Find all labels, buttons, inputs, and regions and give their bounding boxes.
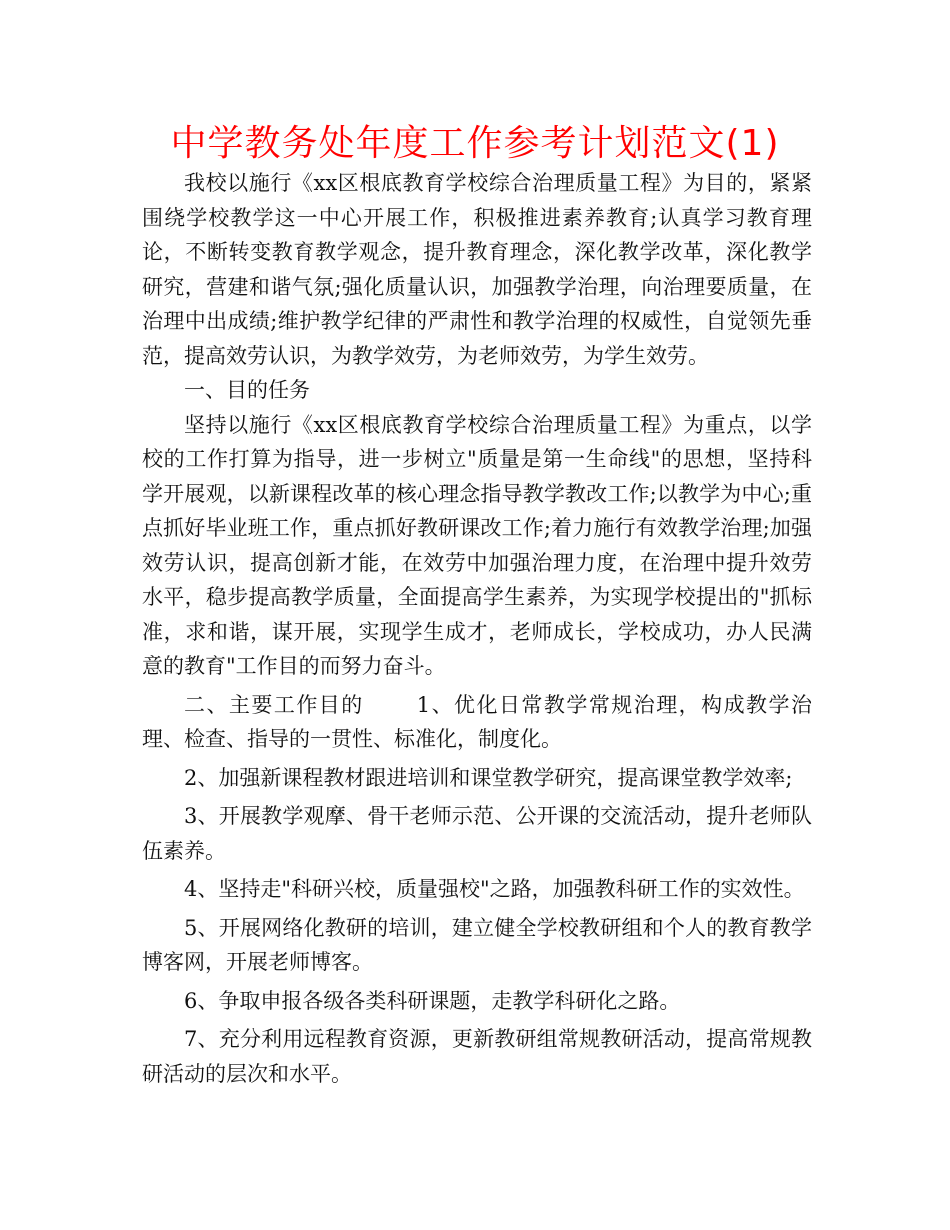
document-body [142, 166, 812, 1091]
list-item-5: 5、开展网络化教研的培训，建立健全学校教研组和个人的教育教学博客网，开展老师博客。 [142, 915, 812, 974]
paragraph-intro: 我校以施行《xx区根底教育学校综合治理质量工程》为目的，紧紧围绕学校教学这一中心开展工作，积极推进素养教育;认真学习教育理论，不断转变教育教学观念，提升教育理念，深化教学改革，深化教学研究，营建和谐气氛;强化质量认识，加强教学治理，向治理要质量，在治理中出成绩;维护教学纪律的严肃性和教学治理的权威性，自觉领先垂范，提高效劳认识，为教学效劳，为老师效劳，为学生效劳。 [142, 171, 812, 368]
document-title: 中学教务处年度工作参考计划范文(1) [170, 123, 780, 164]
list-item-2: 2、加强新课程教材跟进培训和课堂教学研究，提高课堂教学效率; [184, 765, 793, 790]
list-item-7: 7、充分利用远程教育资源，更新教研组常规教研活动，提高常规教研活动的层次和水平。 [142, 1027, 812, 1086]
paragraph-goals: 坚持以施行《xx区根底教育学校综合治理质量工程》为重点，以学校的工作打算为指导，进一步树立"质量是第一生命线"的思想，坚持科学开展观，以新课程改革的核心理念指导教学教改工作;以教学为中心;重点抓好毕业班工作，重点抓好教研课改工作;着力施行有效教学治理;加强效劳认识，提高创新才能，在效劳中加强治理力度，在治理中提升效劳水平，稳步提高教学质量，全面提高学生素养，为实现学校提出的"抓标准，求和谐，谋开展，实现学生成才，老师成长，学校成功，办人民满意的教育"工作目的而努力奋斗。 [142, 412, 812, 678]
list-item-6: 6、争取申报各级各类科研课题，走教学科研化之路。 [184, 988, 681, 1013]
list-item-4: 4、坚持走"科研兴校，质量强校"之路，加强教科研工作的实效性。 [184, 877, 805, 901]
section-heading-goals: 一、目的任务 [184, 378, 310, 402]
list-item-1: 二、主要工作目的 1、优化日常教学常规治理，构成教学治理、检查、指导的一贯性、标准化，制度化。 [142, 692, 812, 751]
list-item-3: 3、开展教学观摩、骨干老师示范、公开课的交流活动，提升老师队伍素养。 [142, 804, 812, 863]
